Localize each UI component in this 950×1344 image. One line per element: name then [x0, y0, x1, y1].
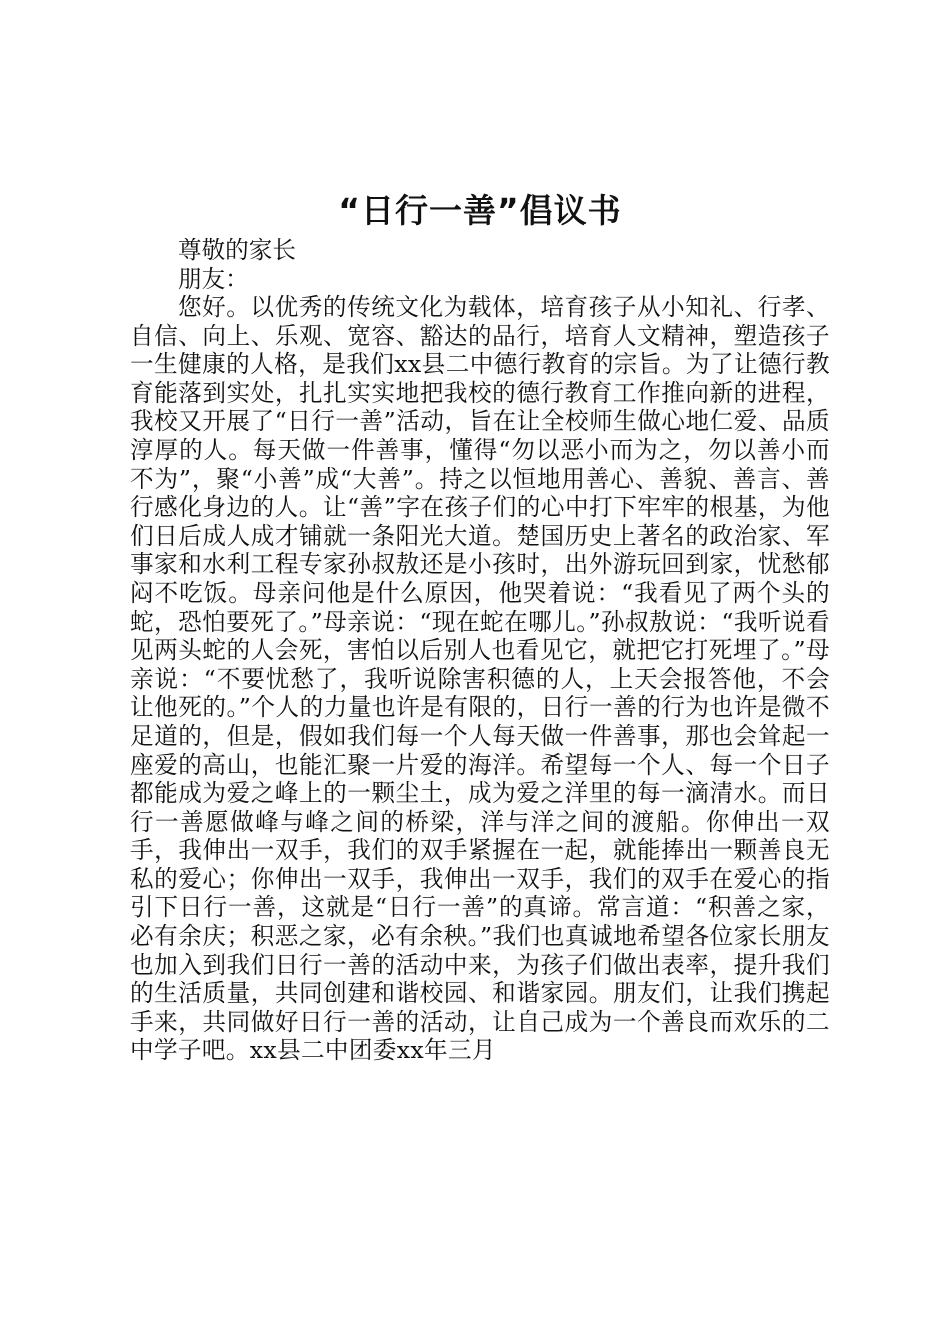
document-page	[130, 186, 830, 1065]
document-title: “日行一善”倡议书	[338, 191, 622, 230]
salutation-line-1: 尊敬的家长	[178, 236, 296, 264]
body-paragraph: 您好。以优秀的传统文化为载体，培育孩子从小知礼、行孝、自信、向上、乐观、宽容、豁达的品行，培育人文精神，塑造孩子一生健康的人格，是我们xx县二中德行教育的宗旨。为了让德行教育能落到实处，扎扎实实地把我校的德行教育工作推向新的进程，我校又开展了“日行一善”活动，旨在让全校师生做心地仁爱、品质淳厚的人。每天做一件善事，懂得“勿以恶小而为之，勿以善小而不为”，聚“小善”成“大善”。持之以恒地用善心、善貌、善言、善行感化身边的人。让“善”字在孩子们的心中打下牢牢的根基，为他们日后成人成才铺就一条阳光大道。楚国历史上著名的政治家、军事家和水利工程专家孙叔敖还是小孩时，出外游玩回到家，忧愁郁闷不吃饭。母亲问他是什么原因，他哭着说：“我看见了两个头的蛇，恐怕要死了。”母亲说：“现在蛇在哪儿。”孙叔敖说：“我听说看见两头蛇的人会死，害怕以后别人也看见它，就把它打死埋了。”母亲说：“不要忧愁了，我听说除害积德的人，上天会报答他，不会让他死的。”个人的力量也许是有限的，日行一善的行为也许是微不足道的，但是，假如我们每一个人每天做一件善事，那也会耸起一座爱的高山，也能汇聚一片爱的海洋。希望每一个人、每一个日子都能成为爱之峰上的一颗尘土，成为爱之洋里的每一滴清水。而日行一善愿做峰与峰之间的桥梁，洋与洋之间的渡船。你伸出一双手，我伸出一双手，我们的双手紧握在一起，就能捧出一颗善良无私的爱心；你伸出一双手，我伸出一双手，我们的双手在爱心的指引下日行一善，这就是“日行一善”的真谛。常言道：“积善之家，必有余庆；积恶之家，必有余秧。”我们也真诚地希望各位家长朋友也加入到我们日行一善的活动中来，为孩子们做出表率，提升我们的生活质量，共同创建和谐校园、和谐家园。朋友们，让我们携起手来，共同做好日行一善的活动，让自己成为一个善良而欢乐的二中学子吧。xx县二中团委xx年三月	[130, 293, 830, 1065]
salutation-line-2: 朋友：	[178, 264, 249, 293]
